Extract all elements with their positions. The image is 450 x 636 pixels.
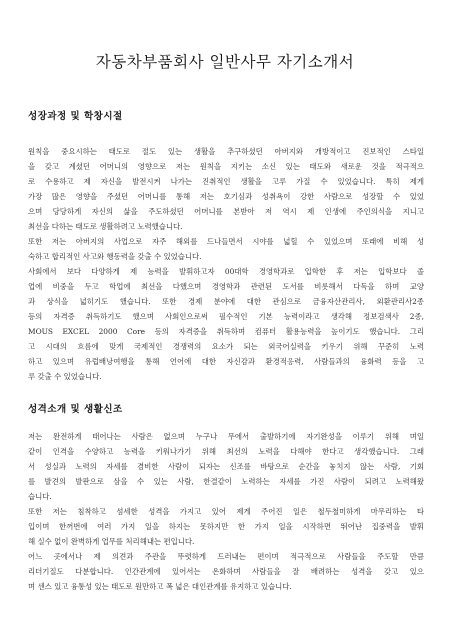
- body-line: 가장 많은 영향을 주셨던 어머니를 통해 저는 호기심과 성취욕이 강한 사람으로 성장할 수 있었: [28, 192, 424, 201]
- body-line: 으며 당당하게 자신의 삶을 주도하셨던 어머니를 본받아 저 역시 제 인생에 주인의식을 지니고: [28, 207, 424, 216]
- body-line: 어느 곳에서나 제 의견과 주관을 뚜렷하게 드러내는 편이며 적극적으로 사람들을 주도할 만큼: [28, 552, 424, 561]
- body-line: 을 갖고 계셨던 어머니의 영향으로 저는 원칙을 지키는 소신 있는 태도와 새로운 것을 적극적으: [28, 162, 424, 171]
- body-line: 등의 자격증 취득하기도 했으며 사회인으로써 필수적인 기본 능력이라고 생각해 정보검색사 2종,: [28, 312, 424, 321]
- body-line: 하고 있으며 유럽배낭여행을 통해 언어에 대한 자신감과 환경적응력, 사람들과의 융화력 등을 고: [28, 357, 424, 366]
- body-line: 최선을 다하는 태도로 생활하려고 노력했습니다.: [28, 222, 183, 231]
- body-line: 를 발견의 발판으로 삼을 수 있는 사람, 한결같이 노력하는 자세를 가진 사람이 되려고 노력해왔: [28, 477, 424, 486]
- body-line: 해 실수 없이 완벽하게 업무를 처리해내는 편입니다.: [28, 537, 195, 546]
- body-line: 로 수용하고 제 자신을 발전시켜 나가는 진취적인 생활을 고루 가질 수 있었습니다. 특히 제게: [28, 177, 424, 186]
- body-line: 또한 저는 아버지의 사업으로 자주 해외를 드나들면서 시야를 넓힐 수 있었으며 또래에 비해 성: [28, 237, 424, 246]
- section-body-personality: [28, 429, 424, 594]
- body-line: 과 상식을 넓히기도 했습니다. 또한 경제 분야에 대한 관심으로 금융자산관리사, 외환관리사2종: [28, 297, 424, 306]
- body-line: 저는 완전하게 태어나는 사람은 없으며 누구나 무에서 출발하기에 자기완성을 이루기 위해 며일: [28, 432, 424, 441]
- document-title: 자동차부품회사 일반사무 자기소개서: [95, 53, 355, 71]
- body-line: 또한 저는 침착하고 섬세한 성격을 가지고 있어 제게 주어진 일은 철두철미하게 마무리하는 타: [28, 507, 424, 516]
- body-line: 리더기질도 다분합니다. 인간관계에 있어서는 온화하며 사람들을 잘 배려하는 성격을 갖고 있으: [28, 567, 424, 576]
- body-line: MOUS EXCEL 2000 Core 등의 자격증을 취득하며 컴퓨터 활용능력을 높이기도 했습니다. 그리: [28, 327, 424, 336]
- body-line: 고 시대의 흐름에 맞게 국제적인 경쟁력의 요소가 되는 외국어실력을 키우기 위해 꾸준히 노력: [28, 342, 424, 351]
- body-line: 서 성실과 노력의 자세를 겸비한 사람이 되자는 신조를 바탕으로 순간을 놓치지 않는 사람, 기회: [28, 462, 424, 471]
- section-heading-personality: 성격소개 및 생활신조: [28, 404, 123, 415]
- body-line: 같이 인격을 수양하고 능력을 키워나가기 위해 최선의 노력을 다해야 한다고 생각했습니다. 그래: [28, 447, 424, 456]
- body-line: 습니다.: [28, 492, 52, 501]
- section-body-growth: [28, 144, 424, 384]
- body-line: 며 센스 있고 융통성 있는 태도로 원만하고 폭 넓은 대인관계를 유지하고 있습니다.: [28, 582, 292, 591]
- body-line: 루 갖출 수 있었습니다.: [28, 372, 102, 381]
- body-line: 입이며 한꺼번에 여러 가지 일을 하지는 못하지만 한 가지 일을 시작하면 뛰어난 집중력을 발휘: [28, 522, 424, 531]
- body-line: 숙하고 합리적인 사고와 행동력을 갖출 수 있었습니다.: [28, 252, 202, 261]
- body-line: 사회에서 보다 다양하게 제 능력을 발휘하고자 00대학 경영학과로 입학한 후 저는 입학보다 졸: [28, 267, 424, 276]
- body-line: 원칙을 중요시하는 태도로 절도 있는 생활을 추구하셨던 아버지와 개방적이고 진보적인 스타일: [28, 147, 424, 156]
- body-line: 업에 비중을 두고 학업에 최선을 다했으며 경영학과 관련된 도서를 비롯해서 다독을 하며 교양: [28, 282, 424, 291]
- section-heading-growth: 성장과정 및 학창시절: [28, 111, 123, 122]
